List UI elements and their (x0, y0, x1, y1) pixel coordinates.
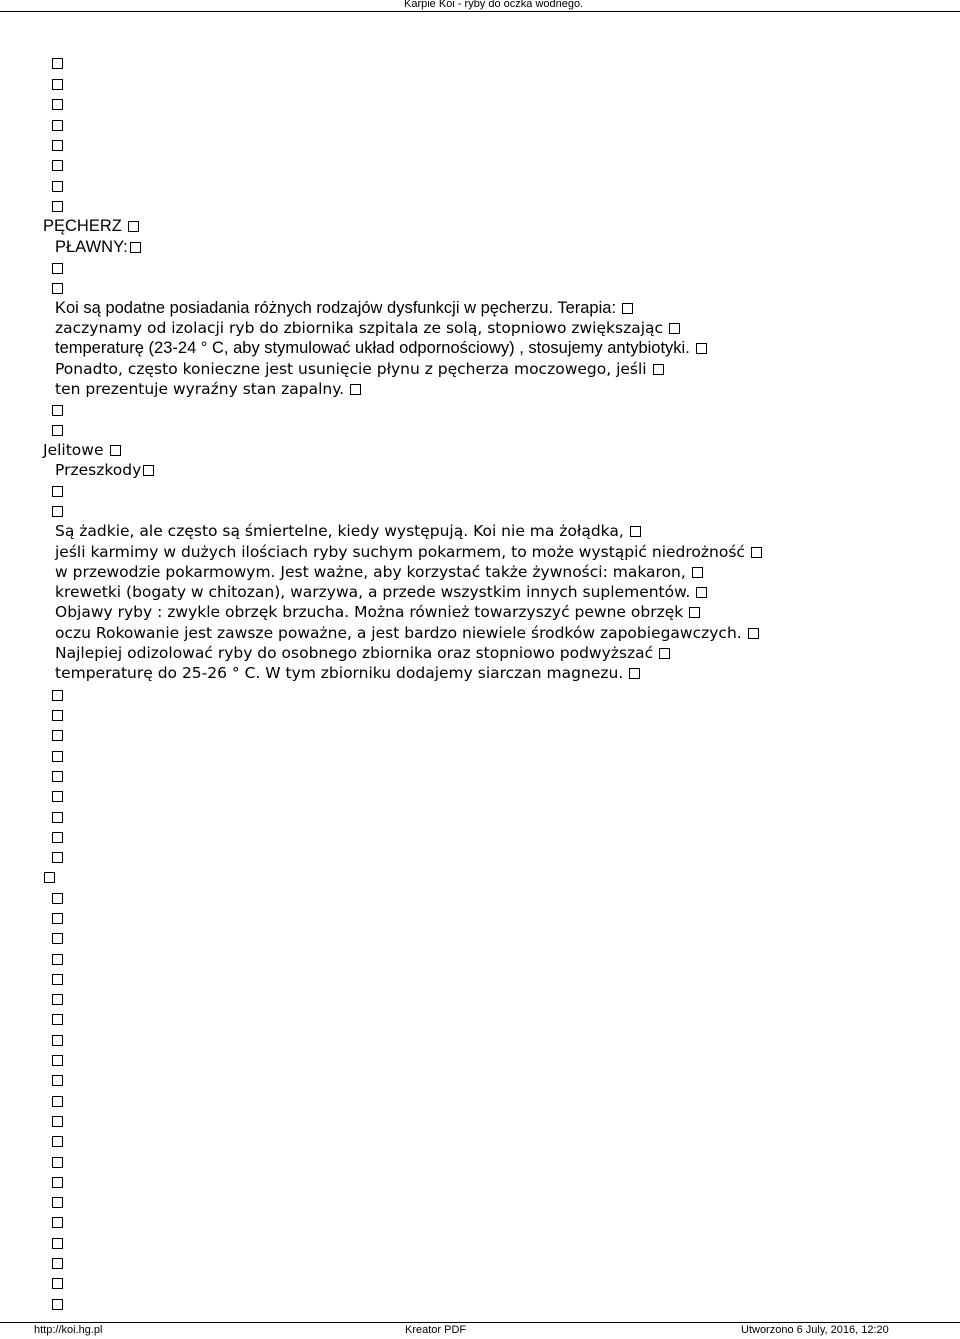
placeholder-box-icon (52, 140, 63, 151)
placeholder-box-row (52, 969, 63, 989)
placeholder-box-row (52, 908, 63, 928)
placeholder-box-icon (52, 58, 63, 69)
paragraph-line: Najlepiej odizolować ryby do osobnego zbiornika oraz stopniowo podwyższać (55, 643, 670, 663)
placeholder-box-row (52, 725, 63, 745)
placeholder-box-icon (110, 445, 121, 456)
placeholder-box-icon (52, 954, 63, 965)
placeholder-box-row (52, 135, 63, 155)
placeholder-box-icon (659, 648, 670, 659)
placeholder-box-icon (52, 1136, 63, 1147)
paragraph-line: Są żadkie, ale często są śmiertelne, kiedy występują. Koi nie ma żołądka, (55, 521, 641, 541)
placeholder-box-icon (52, 974, 63, 985)
paragraph-line: Koi są podatne posiadania różnych rodzajów dysfunkcji w pęcherzu. Terapia: (55, 298, 633, 318)
placeholder-box-icon (52, 1035, 63, 1046)
placeholder-box-row (52, 1253, 63, 1273)
placeholder-box-icon (52, 791, 63, 802)
placeholder-box-icon (130, 242, 141, 253)
placeholder-box-icon (52, 690, 63, 701)
paragraph-line: ten prezentuje wyraźny stan zapalny. (55, 379, 361, 399)
placeholder-box-row (52, 1050, 63, 1070)
placeholder-box-icon (52, 486, 63, 497)
placeholder-box-icon (52, 1055, 63, 1066)
placeholder-box-icon (52, 425, 63, 436)
placeholder-box-icon (689, 607, 700, 618)
placeholder-box-icon (52, 263, 63, 274)
placeholder-box-row (52, 196, 63, 216)
placeholder-box-icon (52, 1197, 63, 1208)
placeholder-box-row (52, 1172, 63, 1192)
placeholder-box-icon (52, 1238, 63, 1249)
footer-generator: Kreator PDF (405, 1324, 467, 1336)
placeholder-box-icon (696, 343, 707, 354)
placeholder-box-icon (52, 812, 63, 823)
placeholder-box-row (52, 501, 63, 521)
placeholder-box-row (52, 786, 63, 806)
placeholder-box-row (52, 53, 63, 73)
placeholder-box-icon (622, 303, 633, 314)
placeholder-box-icon (52, 1258, 63, 1269)
placeholder-box-icon (52, 994, 63, 1005)
paragraph-line: temperaturę do 25-26 ° C. W tym zbiorniku dodajemy siarczan magnezu. (55, 663, 640, 683)
section-heading-pecherz: PĘCHERZ (43, 216, 139, 236)
placeholder-box-icon (52, 283, 63, 294)
section-heading-przeszkody: Przeszkody (55, 460, 154, 480)
placeholder-box-row (52, 1273, 63, 1293)
placeholder-box-row (52, 258, 63, 278)
paragraph-line: w przewodzie pokarmowym. Jest ważne, aby korzystać także żywności: makaron, (55, 562, 703, 582)
placeholder-box-icon (669, 323, 680, 334)
placeholder-box-icon (52, 1157, 63, 1168)
placeholder-box-icon (52, 506, 63, 517)
placeholder-box-icon (52, 1278, 63, 1289)
placeholder-box-icon (630, 526, 641, 537)
page-header (0, 0, 960, 12)
paragraph-line: Objawy ryby : zwykle obrzęk brzucha. Można również towarzyszyć pewne obrzęk (55, 602, 700, 622)
section-heading-plawny: PŁAWNY: (55, 237, 141, 257)
placeholder-box-row (52, 1233, 63, 1253)
placeholder-box-row (52, 420, 63, 440)
placeholder-box-icon (52, 710, 63, 721)
paragraph-line: Ponadto, często konieczne jest usunięcie płynu z pęcherza moczowego, jeśli (55, 359, 664, 379)
paragraph-line: zaczynamy od izolacji ryb do zbiornika szpitala ze solą, stopniowo zwiększając (55, 318, 680, 338)
placeholder-box-icon (52, 201, 63, 212)
section-heading-jelitowe: Jelitowe (43, 440, 121, 460)
placeholder-box-row (52, 1152, 63, 1172)
placeholder-box-icon (52, 771, 63, 782)
page-footer (0, 1322, 960, 1339)
placeholder-box-row (52, 746, 63, 766)
placeholder-box-row (52, 1009, 63, 1029)
header-title: Karpie Koi - ryby do oczka wodnego. (404, 0, 584, 10)
placeholder-box-icon (52, 1217, 63, 1228)
placeholder-box-icon (52, 913, 63, 924)
placeholder-box-row (52, 807, 63, 827)
placeholder-box-row (52, 481, 63, 501)
placeholder-box-icon (52, 405, 63, 416)
placeholder-box-row (52, 1070, 63, 1090)
placeholder-box-icon (52, 832, 63, 843)
placeholder-box-icon (52, 1299, 63, 1310)
placeholder-box-icon (629, 668, 640, 679)
placeholder-box-row (52, 1111, 63, 1131)
placeholder-box-row (52, 155, 63, 175)
placeholder-box-row (52, 1030, 63, 1050)
placeholder-box-icon (52, 99, 63, 110)
placeholder-box-icon (52, 79, 63, 90)
placeholder-box-row (52, 115, 63, 135)
placeholder-box-icon (52, 1096, 63, 1107)
placeholder-box-row (52, 949, 63, 969)
placeholder-box-icon (52, 852, 63, 863)
placeholder-box-row (52, 176, 63, 196)
placeholder-box-row (52, 74, 63, 94)
placeholder-box-icon (696, 587, 707, 598)
placeholder-box-icon (52, 1075, 63, 1086)
placeholder-box-icon (128, 221, 139, 232)
placeholder-box-icon (52, 1014, 63, 1025)
placeholder-box-icon (52, 1116, 63, 1127)
placeholder-box-row (52, 1192, 63, 1212)
placeholder-box-icon (52, 751, 63, 762)
placeholder-box-icon (751, 547, 762, 558)
placeholder-box-row (52, 847, 63, 867)
placeholder-box-row (52, 278, 63, 298)
placeholder-box-icon (44, 872, 55, 883)
footer-url: http://koi.hg.pl (34, 1324, 103, 1336)
paragraph-line: oczu Rokowanie jest zawsze poważne, a jest bardzo niewiele środków zapobiegawczych. (55, 623, 759, 643)
placeholder-box-row (52, 827, 63, 847)
placeholder-box-icon (52, 933, 63, 944)
placeholder-box-icon (52, 730, 63, 741)
paragraph-line: krewetki (bogaty w chitozan), warzywa, a przede wszystkim innych suplementów. (55, 582, 707, 602)
placeholder-box-icon (653, 364, 664, 375)
placeholder-box-icon (52, 120, 63, 131)
placeholder-box-row (52, 685, 63, 705)
placeholder-box-icon (692, 567, 703, 578)
footer-created: Utworzono 6 July, 2016, 12:20 (741, 1324, 889, 1336)
placeholder-box-row (52, 928, 63, 948)
placeholder-box-icon (52, 181, 63, 192)
placeholder-box-row (52, 705, 63, 725)
placeholder-box-icon (143, 465, 154, 476)
placeholder-box-icon (350, 384, 361, 395)
placeholder-box-icon (748, 628, 759, 639)
paragraph-line: temperaturę (23-24 ° C, aby stymulować układ odpornościowy) , stosujemy antybiotyki. (55, 338, 707, 358)
placeholder-box-icon (52, 893, 63, 904)
placeholder-box-row (52, 1131, 63, 1151)
placeholder-box-row (44, 867, 55, 887)
placeholder-box-row (52, 766, 63, 786)
placeholder-box-row (52, 888, 63, 908)
placeholder-box-row (52, 1091, 63, 1111)
placeholder-box-row (52, 400, 63, 420)
paragraph-line: jeśli karmimy w dużych ilościach ryby suchym pokarmem, to może wystąpić niedrożność (55, 542, 762, 562)
placeholder-box-row (52, 94, 63, 114)
placeholder-box-row (52, 1294, 63, 1314)
placeholder-box-row (52, 989, 63, 1009)
placeholder-box-icon (52, 1177, 63, 1188)
placeholder-box-icon (52, 160, 63, 171)
placeholder-box-row (52, 1212, 63, 1232)
